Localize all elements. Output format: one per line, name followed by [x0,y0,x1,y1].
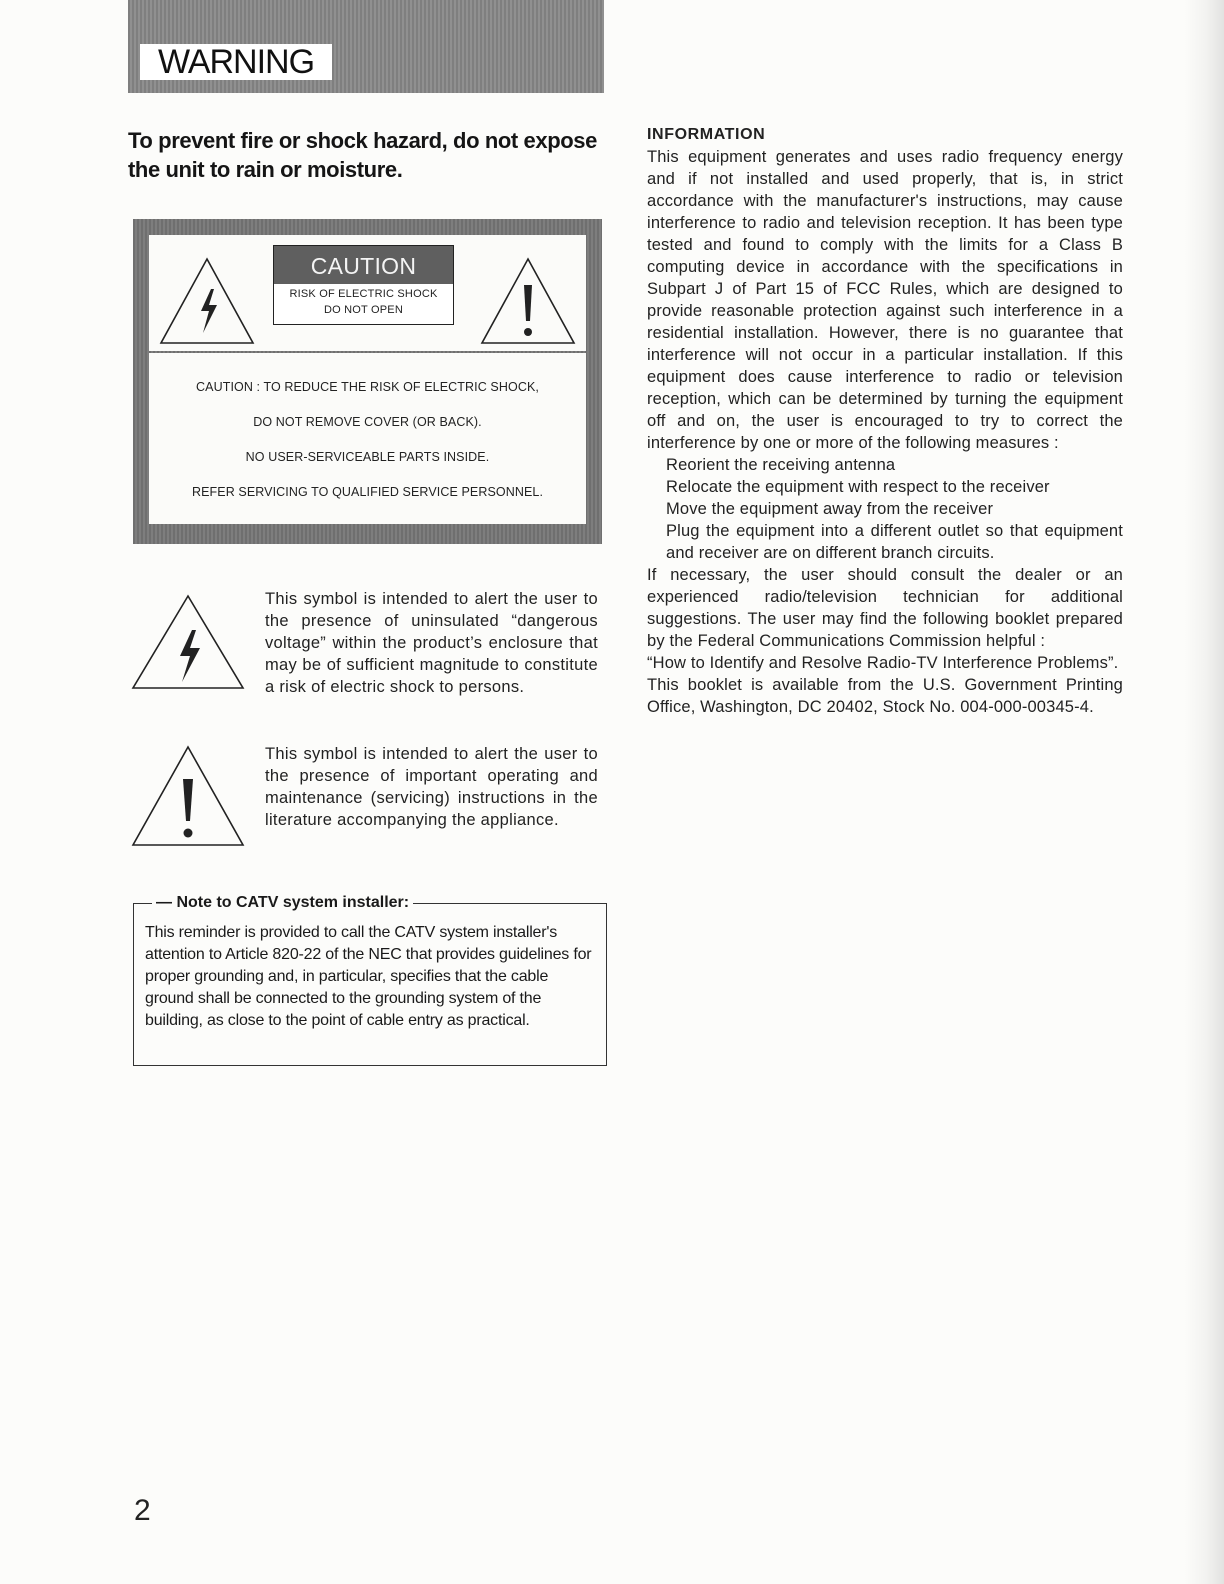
note-text: This reminder is provided to call the CATV system installer's attention to Article 820-22 of the NEC that provides guidelines for proper grounding and, in particular, specifies that the cable ground shall be connected to the grounding system of the building, as close to the point of cable entry as practical. [145,924,592,1029]
exclamation-warning-icon [478,255,578,345]
warning-label: WARNING [140,44,332,80]
page-number: 2 [134,1494,151,1527]
measure-item: Reorient the receiving antenna [666,456,896,474]
caution-sign [273,245,454,325]
caution-line: NO USER-SERVICEABLE PARTS INSIDE. [245,450,490,464]
caution-instructions [149,353,586,524]
booklet-availability: This booklet is available from the U.S. Government Printing Office, Washington, DC 20402, Stock No. 004-000-00345-4. [647,676,1123,716]
information-intro: This equipment generates and uses radio frequency energy and if not installed and used properly, that is, in strict accordance with the manufacturer's instructions, may cause interference to radio and television reception. It has been type tested and found to comply with the limits for a Class B computing device in accordance with the specifications in Subpart J of Part 15 of FCC Rules, which are designed to provide reasonable protection against such interference in a residential installation. However, there is no guarantee that interference will not occur in a particular installation. If this equipment does cause interference to radio or television reception, which can be determined by turning the equipment off and on, the user is encouraged to try to correct the interference by one or more of the following measures : [647,148,1123,452]
lightning-warning-icon [157,255,257,345]
caution-subtitle-line: DO NOT OPEN [323,304,403,316]
symbol-description: This symbol is intended to alert the user to the presence of uninsulated “dangerous voltage” within the product’s enclosure that may be of sufficient magnitude to constitute a risk of electric shock to persons. [265,590,598,696]
exclamation-warning-icon [130,743,246,849]
page-edge-shadow [1184,0,1224,1584]
lightning-warning-icon [130,588,246,694]
measure-item: Relocate the equipment with respect to the receiver [666,478,1050,496]
caution-subtitle [274,284,453,318]
measure-item: Plug the equipment into a different outlet so that equipment and receiver are on different branch circuits. [666,522,1123,562]
caution-subtitle-line: RISK OF ELECTRIC SHOCK [289,288,438,300]
information-followup: If necessary, the user should consult the dealer or an experienced radio/television technician for additional suggestions. The user may find the following booklet prepared by the Federal Communications Commission helpful : [647,566,1123,650]
caution-title: CAUTION [274,246,453,284]
measures-list [647,454,1123,564]
caution-label-box [149,235,586,351]
information-section [647,124,1123,718]
symbol-description: This symbol is intended to alert the user to the presence of important operating and maintenance (servicing) instructions in the literature accompanying the appliance. [265,745,598,829]
note-title-text: Note to CATV system installer: [176,894,410,911]
warning-headline: To prevent fire or shock hazard, do not expose the unit to rain or moisture. [128,128,597,182]
caution-line: REFER SERVICING TO QUALIFIED SERVICE PERSONNEL. [191,485,544,499]
note-title: — Note to CATV system installer: [152,893,413,913]
information-title: INFORMATION [647,126,766,143]
caution-panel [133,219,602,544]
measure-item: Move the equipment away from the receiver [666,500,994,518]
caution-line: CAUTION : TO REDUCE THE RISK OF ELECTRIC SHOCK, [196,380,539,394]
booklet-title: “How to Identify and Resolve Radio-TV Interference Problems”. [647,654,1119,672]
warning-banner [128,0,604,93]
catv-note-box [133,894,607,1066]
caution-line: DO NOT REMOVE COVER (OR BACK). [253,415,482,429]
